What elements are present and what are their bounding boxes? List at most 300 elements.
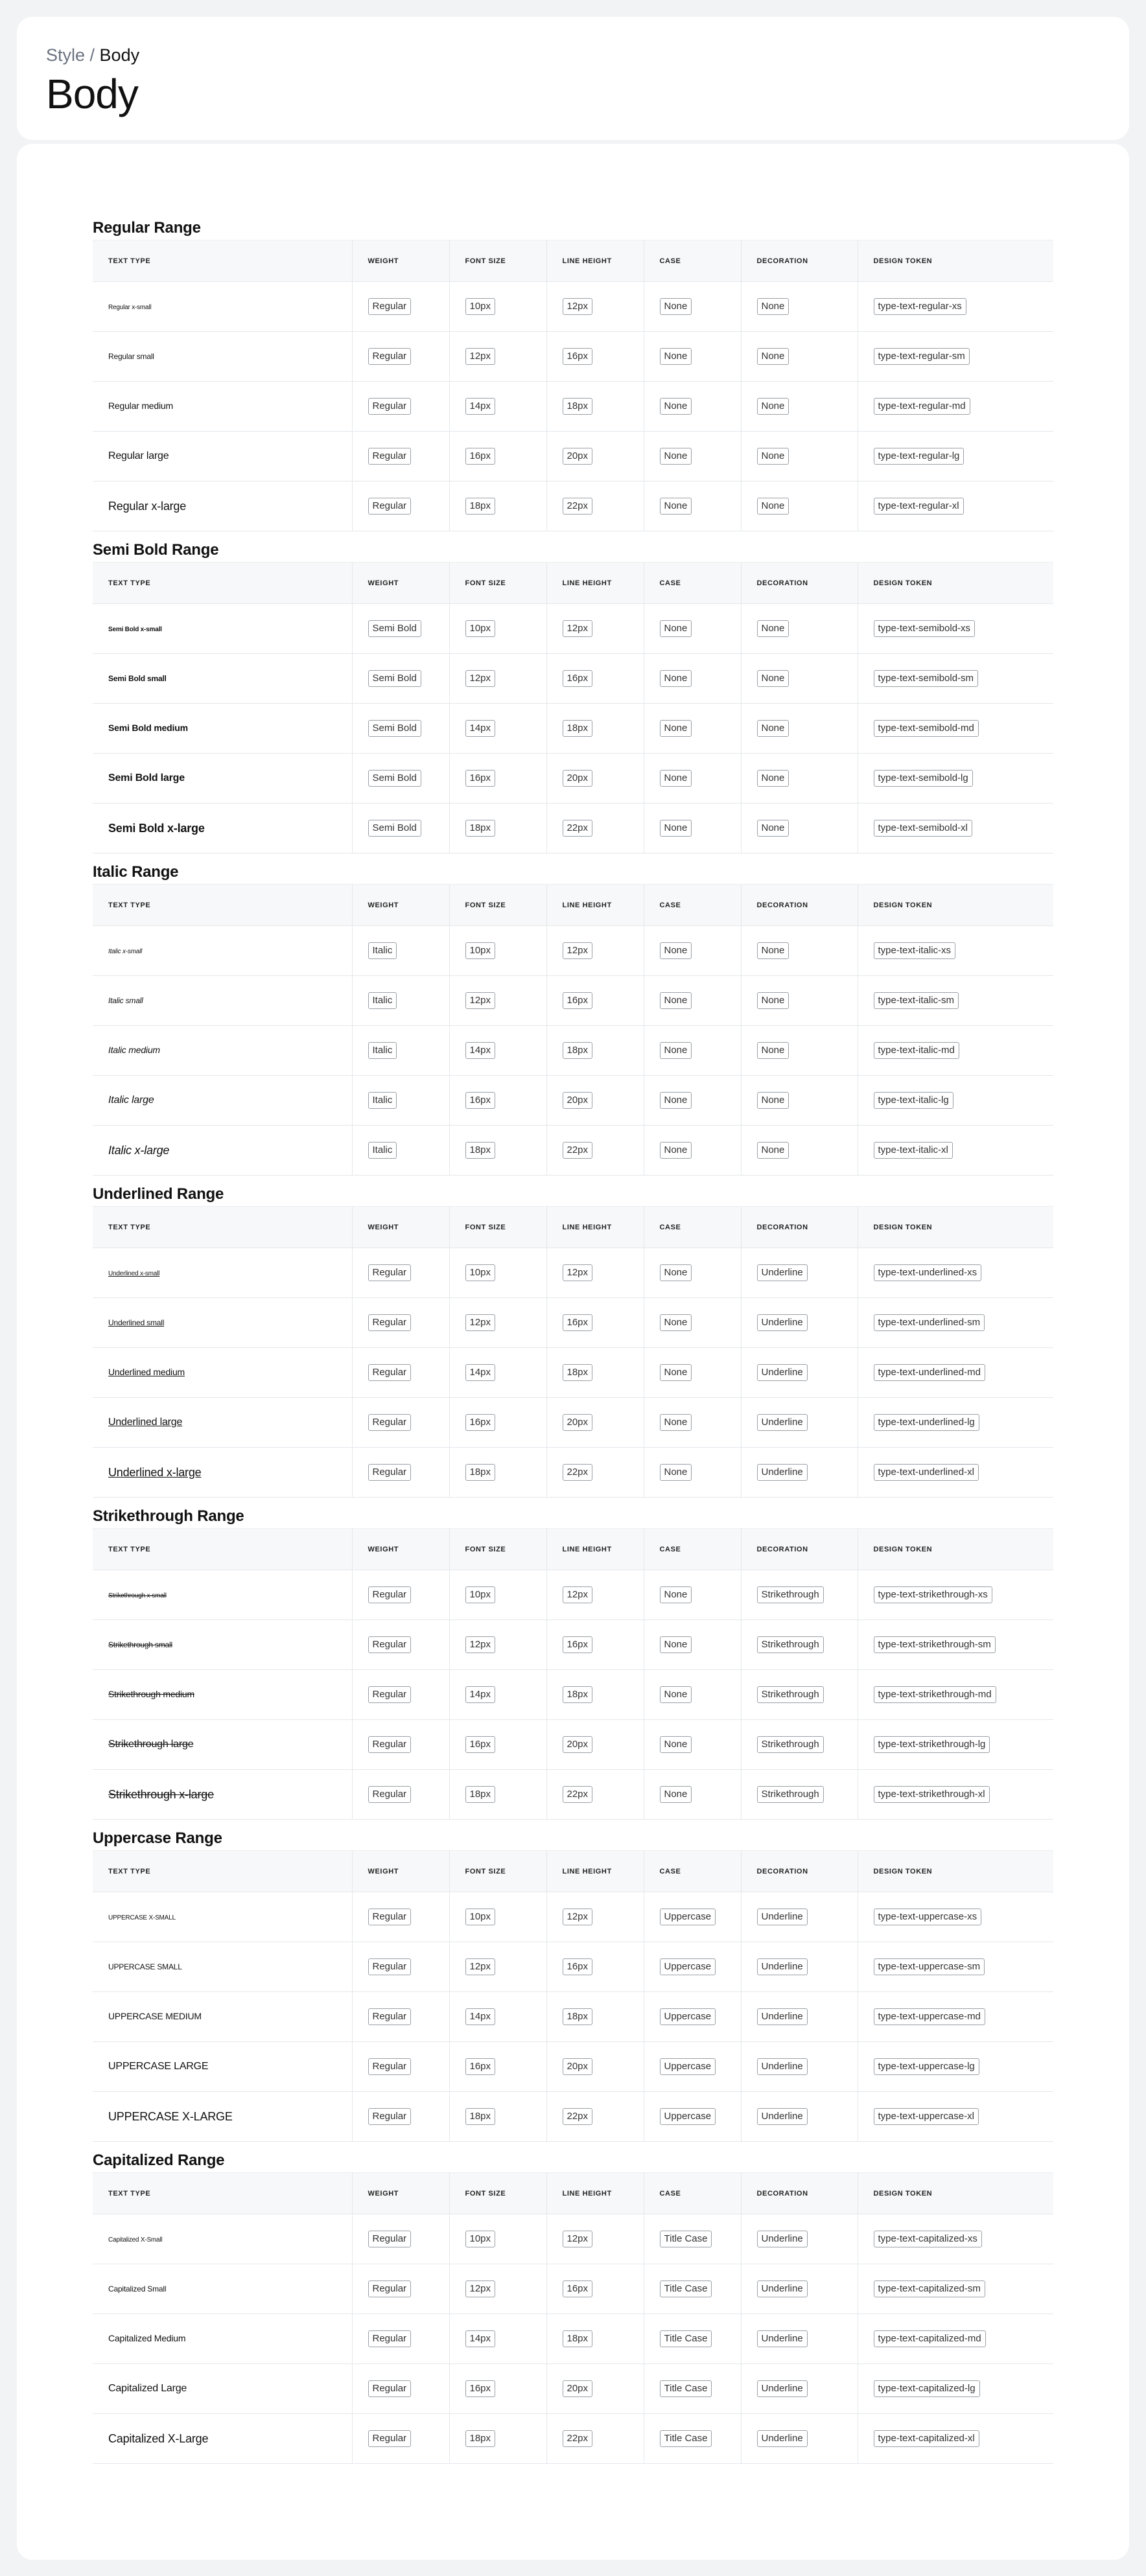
- table-row: [93, 1348, 1053, 1398]
- case-tag: Title Case: [660, 2430, 712, 2447]
- weight-tag: Semi Bold: [368, 820, 421, 837]
- font-size-tag: 18px: [465, 2430, 496, 2447]
- text-type-cell: [93, 482, 352, 531]
- case-tag: None: [660, 1636, 692, 1653]
- type-range-table: [93, 1850, 1053, 2142]
- design-token-tag: type-text-capitalized-lg: [874, 2380, 980, 2397]
- table-cell: [352, 2092, 449, 2142]
- weight-tag: Semi Bold: [368, 670, 421, 687]
- table-row: [93, 604, 1053, 654]
- table-row: [93, 1942, 1053, 1992]
- table-cell: [858, 1348, 1053, 1398]
- table-row: [93, 754, 1053, 804]
- text-type-cell: [93, 2214, 352, 2264]
- table-cell: [449, 926, 546, 976]
- header-case: CASE: [644, 563, 741, 604]
- line-height-tag: 16px: [563, 348, 593, 365]
- case-tag: None: [660, 1092, 692, 1109]
- table-row: [93, 2042, 1053, 2092]
- text-type-sample: Underlined large: [108, 1417, 183, 1428]
- table-cell: [741, 2214, 858, 2264]
- table-cell: [546, 432, 644, 482]
- text-type-cell: [93, 1248, 352, 1298]
- line-height-tag: 20px: [563, 2058, 593, 2075]
- font-size-tag: 18px: [465, 820, 496, 837]
- line-height-tag: 18px: [563, 2330, 593, 2347]
- decoration-tag: Strikethrough: [757, 1786, 824, 1803]
- table-cell: [352, 2364, 449, 2414]
- table-cell: [644, 1076, 741, 1126]
- table-row: [93, 1770, 1053, 1820]
- case-tag: None: [660, 992, 692, 1009]
- header-weight: WEIGHT: [352, 2173, 449, 2214]
- decoration-tag: Underline: [757, 2058, 808, 2075]
- table-cell: [741, 1892, 858, 1942]
- line-height-tag: 18px: [563, 2008, 593, 2025]
- table-cell: [352, 1398, 449, 1448]
- decoration-tag: None: [757, 498, 789, 515]
- weight-tag: Regular: [368, 1364, 412, 1381]
- header-weight: WEIGHT: [352, 1529, 449, 1570]
- line-height-tag: 22px: [563, 820, 593, 837]
- table-cell: [741, 282, 858, 332]
- breadcrumb: [46, 45, 139, 65]
- font-size-tag: 12px: [465, 1958, 496, 1975]
- weight-tag: Regular: [368, 1264, 412, 1281]
- text-type-cell: [93, 382, 352, 432]
- table-cell: [741, 1398, 858, 1448]
- text-type-sample: Semi Bold x-large: [108, 821, 205, 835]
- line-height-tag: 16px: [563, 2280, 593, 2297]
- table-cell: [741, 332, 858, 382]
- type-range-table: [93, 2172, 1053, 2464]
- design-token-tag: type-text-strikethrough-sm: [874, 1636, 996, 1653]
- table-cell: [352, 1892, 449, 1942]
- table-cell: [741, 704, 858, 754]
- type-range-table: [93, 1206, 1053, 1498]
- font-size-tag: 18px: [465, 2108, 496, 2125]
- case-tag: None: [660, 348, 692, 365]
- table-cell: [741, 1570, 858, 1620]
- decoration-tag: None: [757, 1142, 789, 1159]
- header-design-token: DESIGN TOKEN: [858, 1851, 1053, 1892]
- type-range-table: [93, 240, 1053, 531]
- table-cell: [858, 432, 1053, 482]
- decoration-tag: Underline: [757, 2280, 808, 2297]
- table-row: [93, 926, 1053, 976]
- range-sections: [93, 216, 1053, 2471]
- table-cell: [644, 332, 741, 382]
- table-cell: [352, 1992, 449, 2042]
- text-type-sample: Strikethrough small: [108, 1640, 172, 1649]
- table-cell: [858, 1992, 1053, 2042]
- weight-tag: Regular: [368, 298, 412, 315]
- table-cell: [449, 2042, 546, 2092]
- design-token-tag: type-text-underlined-xl: [874, 1464, 979, 1481]
- text-type-cell: [93, 1126, 352, 1176]
- text-type-cell: [93, 1670, 352, 1720]
- weight-tag: Regular: [368, 2058, 412, 2075]
- table-cell: [352, 1620, 449, 1670]
- table-cell: [644, 482, 741, 531]
- font-size-tag: 10px: [465, 942, 496, 959]
- table-cell: [449, 1570, 546, 1620]
- design-token-tag: type-text-uppercase-sm: [874, 1958, 985, 1975]
- decoration-tag: None: [757, 448, 789, 465]
- decoration-tag: Underline: [757, 2380, 808, 2397]
- table-cell: [352, 1076, 449, 1126]
- decoration-tag: Strikethrough: [757, 1736, 824, 1753]
- text-type-sample: Underlined x-large: [108, 1465, 202, 1479]
- design-token-tag: type-text-regular-xl: [874, 498, 964, 515]
- case-tag: None: [660, 398, 692, 415]
- text-type-sample: Italic small: [108, 996, 143, 1005]
- table-cell: [352, 1770, 449, 1820]
- table-cell: [741, 804, 858, 853]
- font-size-tag: 14px: [465, 2330, 496, 2347]
- table-cell: [449, 754, 546, 804]
- table-cell: [741, 1126, 858, 1176]
- decoration-tag: Underline: [757, 2430, 808, 2447]
- table-cell: [546, 654, 644, 704]
- table-row: [93, 1126, 1053, 1176]
- design-token-tag: type-text-capitalized-sm: [874, 2280, 985, 2297]
- table-cell: [449, 1992, 546, 2042]
- line-height-tag: 16px: [563, 992, 593, 1009]
- header-font-size: FONT SIZE: [449, 2173, 546, 2214]
- table-cell: [858, 1620, 1053, 1670]
- line-height-tag: 18px: [563, 1364, 593, 1381]
- table-row: [93, 804, 1053, 853]
- decoration-tag: Underline: [757, 1909, 808, 1925]
- font-size-tag: 10px: [465, 1909, 496, 1925]
- table-cell: [546, 804, 644, 853]
- text-type-cell: [93, 1720, 352, 1770]
- header-weight: WEIGHT: [352, 885, 449, 926]
- design-token-tag: type-text-capitalized-xl: [874, 2430, 979, 2447]
- case-tag: None: [660, 770, 692, 787]
- text-type-cell: [93, 1942, 352, 1992]
- table-cell: [644, 1992, 741, 2042]
- header-decoration: DECORATION: [741, 1207, 858, 1248]
- text-type-cell: [93, 2042, 352, 2092]
- text-type-cell: [93, 1298, 352, 1348]
- header-decoration: DECORATION: [741, 1851, 858, 1892]
- table-row: [93, 1992, 1053, 2042]
- table-cell: [352, 1570, 449, 1620]
- breadcrumb-parent-link[interactable]: Style: [46, 45, 86, 65]
- weight-tag: Regular: [368, 2280, 412, 2297]
- table-row: [93, 1248, 1053, 1298]
- decoration-tag: None: [757, 770, 789, 787]
- decoration-tag: Underline: [757, 1958, 808, 1975]
- decoration-tag: Underline: [757, 1414, 808, 1431]
- table-cell: [352, 1026, 449, 1076]
- table-cell: [858, 2264, 1053, 2314]
- header-case: CASE: [644, 240, 741, 282]
- font-size-tag: 16px: [465, 1092, 496, 1109]
- table-cell: [546, 1670, 644, 1720]
- case-tag: None: [660, 1586, 692, 1603]
- case-tag: None: [660, 1464, 692, 1481]
- table-cell: [546, 2214, 644, 2264]
- decoration-tag: Underline: [757, 1364, 808, 1381]
- table-cell: [741, 926, 858, 976]
- table-cell: [858, 2214, 1053, 2264]
- header-case: CASE: [644, 1207, 741, 1248]
- case-tag: None: [660, 1314, 692, 1331]
- text-type-sample: Underlined small: [108, 1318, 165, 1327]
- line-height-tag: 16px: [563, 670, 593, 687]
- table-row: [93, 382, 1053, 432]
- case-tag: None: [660, 1042, 692, 1059]
- table-cell: [546, 2264, 644, 2314]
- table-cell: [352, 976, 449, 1026]
- text-type-cell: [93, 704, 352, 754]
- header-decoration: DECORATION: [741, 885, 858, 926]
- table-row: [93, 976, 1053, 1026]
- decoration-tag: None: [757, 298, 789, 315]
- table-header-row: [93, 1207, 1053, 1248]
- header-line-height: LINE HEIGHT: [546, 1207, 644, 1248]
- table-cell: [741, 2414, 858, 2464]
- table-cell: [858, 1248, 1053, 1298]
- section-title: Regular Range: [93, 219, 201, 237]
- table-cell: [858, 1398, 1053, 1448]
- table-cell: [449, 1892, 546, 1942]
- range-section: [93, 216, 1053, 539]
- table-cell: [644, 2214, 741, 2264]
- weight-tag: Regular: [368, 2108, 412, 2125]
- header-case: CASE: [644, 2173, 741, 2214]
- font-size-tag: 14px: [465, 1364, 496, 1381]
- table-cell: [352, 926, 449, 976]
- font-size-tag: 14px: [465, 398, 496, 415]
- weight-tag: Regular: [368, 448, 412, 465]
- decoration-tag: Underline: [757, 2008, 808, 2025]
- text-type-cell: [93, 926, 352, 976]
- decoration-tag: Underline: [757, 2231, 808, 2247]
- section-title: Italic Range: [93, 863, 179, 881]
- table-cell: [858, 1076, 1053, 1126]
- weight-tag: Regular: [368, 1414, 412, 1431]
- case-tag: None: [660, 1736, 692, 1753]
- font-size-tag: 18px: [465, 1142, 496, 1159]
- table-cell: [449, 2364, 546, 2414]
- table-cell: [858, 332, 1053, 382]
- table-cell: [546, 482, 644, 531]
- content-card: [17, 144, 1129, 2560]
- table-row: [93, 2414, 1053, 2464]
- table-cell: [858, 604, 1053, 654]
- decoration-tag: Strikethrough: [757, 1636, 824, 1653]
- table-cell: [449, 332, 546, 382]
- weight-tag: Italic: [368, 992, 397, 1009]
- table-cell: [546, 1076, 644, 1126]
- section-title: Strikethrough Range: [93, 1507, 244, 1525]
- header-case: CASE: [644, 885, 741, 926]
- weight-tag: Regular: [368, 1464, 412, 1481]
- header-line-height: LINE HEIGHT: [546, 2173, 644, 2214]
- line-height-tag: 18px: [563, 398, 593, 415]
- table-cell: [546, 2414, 644, 2464]
- case-tag: None: [660, 1264, 692, 1281]
- case-tag: None: [660, 448, 692, 465]
- table-cell: [741, 1026, 858, 1076]
- table-cell: [352, 332, 449, 382]
- table-cell: [644, 2414, 741, 2464]
- line-height-tag: 12px: [563, 620, 593, 637]
- text-type-sample: Regular large: [108, 450, 169, 461]
- design-token-tag: type-text-italic-xs: [874, 942, 956, 959]
- table-cell: [352, 1720, 449, 1770]
- table-cell: [741, 432, 858, 482]
- table-cell: [858, 1026, 1053, 1076]
- table-cell: [858, 926, 1053, 976]
- table-cell: [449, 654, 546, 704]
- header-decoration: DECORATION: [741, 563, 858, 604]
- line-height-tag: 20px: [563, 1092, 593, 1109]
- header-decoration: DECORATION: [741, 240, 858, 282]
- case-tag: Title Case: [660, 2231, 712, 2247]
- font-size-tag: 12px: [465, 1314, 496, 1331]
- decoration-tag: None: [757, 1092, 789, 1109]
- table-row: [93, 1298, 1053, 1348]
- text-type-sample: Capitalized X-Large: [108, 2431, 209, 2445]
- table-row: [93, 2092, 1053, 2142]
- decoration-tag: Strikethrough: [757, 1686, 824, 1703]
- table-cell: [644, 2092, 741, 2142]
- decoration-tag: None: [757, 398, 789, 415]
- range-section: [93, 2149, 1053, 2471]
- table-cell: [546, 1398, 644, 1448]
- table-cell: [546, 282, 644, 332]
- table-row: [93, 654, 1053, 704]
- text-type-sample: Strikethrough large: [108, 1739, 194, 1750]
- table-cell: [352, 1942, 449, 1992]
- header-line-height: LINE HEIGHT: [546, 240, 644, 282]
- text-type-sample: Strikethrough x-large: [108, 1787, 214, 1801]
- header-weight: WEIGHT: [352, 1207, 449, 1248]
- table-row: [93, 2264, 1053, 2314]
- range-section: [93, 861, 1053, 1183]
- table-cell: [352, 1448, 449, 1498]
- table-cell: [858, 1448, 1053, 1498]
- table-cell: [546, 1892, 644, 1942]
- text-type-cell: [93, 1992, 352, 2042]
- text-type-sample: Semi Bold medium: [108, 723, 188, 733]
- table-cell: [546, 1348, 644, 1398]
- weight-tag: Regular: [368, 348, 412, 365]
- header-font-size: FONT SIZE: [449, 885, 546, 926]
- font-size-tag: 16px: [465, 1736, 496, 1753]
- header-case: CASE: [644, 1851, 741, 1892]
- case-tag: None: [660, 1786, 692, 1803]
- font-size-tag: 16px: [465, 2058, 496, 2075]
- table-cell: [644, 2042, 741, 2092]
- range-section: [93, 1827, 1053, 2149]
- table-cell: [741, 1992, 858, 2042]
- text-type-cell: [93, 1448, 352, 1498]
- table-cell: [449, 382, 546, 432]
- table-cell: [858, 754, 1053, 804]
- header-text-type: TEXT TYPE: [93, 1851, 352, 1892]
- table-cell: [449, 1348, 546, 1398]
- decoration-tag: None: [757, 820, 789, 837]
- weight-tag: Regular: [368, 2380, 412, 2397]
- table-cell: [352, 1298, 449, 1348]
- table-cell: [741, 2314, 858, 2364]
- text-type-cell: [93, 2092, 352, 2142]
- case-tag: Uppercase: [660, 1958, 716, 1975]
- text-type-cell: [93, 754, 352, 804]
- case-tag: Title Case: [660, 2280, 712, 2297]
- table-cell: [644, 1398, 741, 1448]
- breadcrumb-current: Body: [99, 45, 140, 65]
- font-size-tag: 14px: [465, 1042, 496, 1059]
- line-height-tag: 12px: [563, 1264, 593, 1281]
- table-cell: [858, 1298, 1053, 1348]
- text-type-sample: Capitalized Small: [108, 2284, 167, 2293]
- table-cell: [644, 804, 741, 853]
- table-cell: [449, 1720, 546, 1770]
- text-type-sample: Semi Bold x-small: [108, 626, 162, 633]
- text-type-cell: [93, 1570, 352, 1620]
- table-row: [93, 282, 1053, 332]
- table-cell: [449, 2314, 546, 2364]
- table-cell: [741, 1298, 858, 1348]
- table-cell: [449, 2264, 546, 2314]
- text-type-cell: [93, 1076, 352, 1126]
- type-range-table: [93, 1528, 1053, 1820]
- table-cell: [449, 604, 546, 654]
- text-type-cell: [93, 2264, 352, 2314]
- design-token-tag: type-text-regular-md: [874, 398, 970, 415]
- case-tag: None: [660, 942, 692, 959]
- font-size-tag: 10px: [465, 620, 496, 637]
- table-cell: [644, 1720, 741, 1770]
- decoration-tag: None: [757, 720, 789, 737]
- header-weight: WEIGHT: [352, 1851, 449, 1892]
- table-cell: [449, 2414, 546, 2464]
- table-cell: [352, 2042, 449, 2092]
- table-cell: [644, 1892, 741, 1942]
- table-cell: [546, 1620, 644, 1670]
- text-type-cell: [93, 282, 352, 332]
- line-height-tag: 12px: [563, 1909, 593, 1925]
- design-token-tag: type-text-semibold-lg: [874, 770, 973, 787]
- decoration-tag: Underline: [757, 1264, 808, 1281]
- table-cell: [449, 1770, 546, 1820]
- weight-tag: Regular: [368, 1958, 412, 1975]
- font-size-tag: 12px: [465, 2280, 496, 2297]
- font-size-tag: 16px: [465, 1414, 496, 1431]
- text-type-cell: [93, 1348, 352, 1398]
- table-cell: [546, 604, 644, 654]
- weight-tag: Italic: [368, 1092, 397, 1109]
- table-cell: [644, 976, 741, 1026]
- table-cell: [858, 1570, 1053, 1620]
- table-cell: [546, 2314, 644, 2364]
- case-tag: None: [660, 1414, 692, 1431]
- table-cell: [858, 2364, 1053, 2414]
- text-type-sample: Semi Bold large: [108, 772, 185, 783]
- table-row: [93, 2214, 1053, 2264]
- table-cell: [546, 1248, 644, 1298]
- table-cell: [741, 482, 858, 531]
- text-type-sample: Regular x-small: [108, 304, 152, 311]
- header-weight: WEIGHT: [352, 240, 449, 282]
